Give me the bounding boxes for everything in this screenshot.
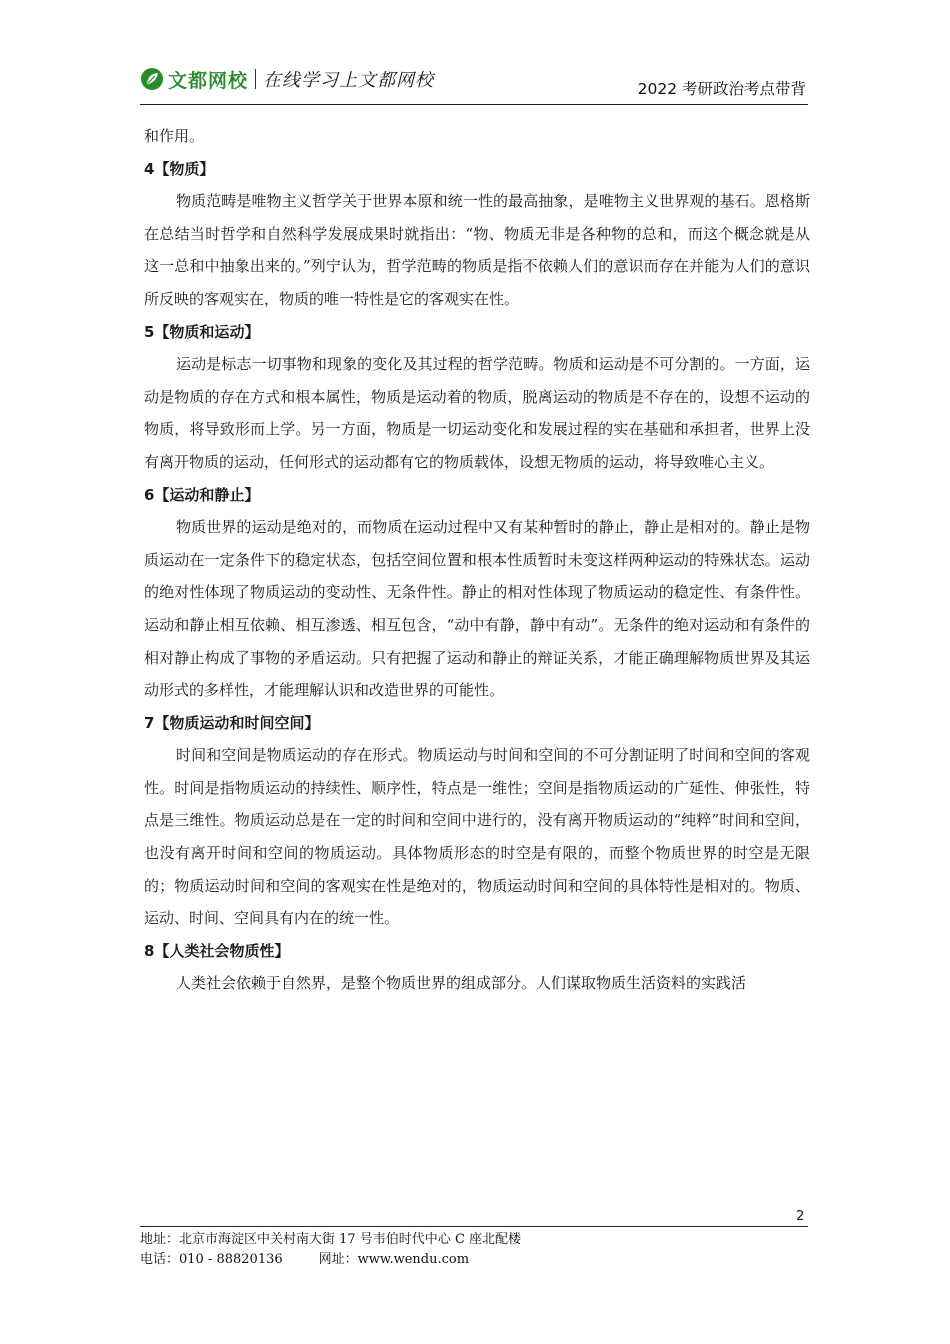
footer-contact [140,1250,808,1270]
brand-logo [140,62,434,96]
paragraph: 和作用。 [144,127,205,145]
logo-slogan: 在线学习上文都网校 [263,70,435,91]
document-body [144,120,810,1000]
section-heading: 5【物质和运动】 [144,322,260,341]
paragraph: 物质世界的运动是绝对的，而物质在运动过程中又有某种暂时的静止，静止是相对的。静止是物质运动在一定条件下的稳定状态，包括空间位置和根本性质暂时未变这样两种运动的特殊状态。运动的绝对性体现了物质运动的变动性、无条件性。静止的相对性体现了物质运动的稳定性、有条件性。运动和静止相互依赖、相互渗透、相互包含，“动中有静，静中有动”。无条件的绝对运动和有条件的相对静止构成了事物的矛盾运动。只有把握了运动和静止的辩证关系，才能正确理解物质世界及其运动形式的多样性，才能理解认识和改造世界的可能性。 [144,518,810,700]
footer-phone: 电话：010 - 88820136 [140,1252,283,1267]
section-heading: 6【运动和静止】 [144,485,260,504]
page-header [140,58,808,105]
footer-website: 网址：www.wendu.com [318,1252,470,1267]
paragraph: 时间和空间是物质运动的存在形式。物质运动与时间和空间的不可分割证明了时间和空间的客观性。时间是指物质运动的持续性、顺序性，特点是一维性；空间是指物质运动的广延性、伸张性，特点是三维性。物质运动总是在一定的时间和空间中进行的，没有离开物质运动的“纯粹”时间和空间，也没有离开时间和空间的物质运动。具体物质形态的时空是有限的，而整个物质世界的时空是无限的；物质运动时间和空间的客观实在性是绝对的，物质运动时间和空间的具体特性是相对的。物质、运动、时间、空间具有内在的统一性。 [144,746,810,928]
paragraph: 运动是标志一切事物和现象的变化及其过程的哲学范畴。物质和运动是不可分割的。一方面，运动是物质的存在方式和根本属性，物质是运动着的物质，脱离运动的物质是不存在的，设想不运动的物质，将导致形而上学。另一方面，物质是一切运动变化和发展过程的实在基础和承担者，世界上没有离开物质的运动，任何形式的运动都有它的物质载体，设想无物质的运动，将导致唯心主义。 [144,355,810,471]
section-heading: 8【人类社会物质性】 [144,941,290,960]
logo-name: 文都网校 [168,69,249,92]
paragraph: 物质范畴是唯物主义哲学关于世界本原和统一性的最高抽象，是唯物主义世界观的基石。恩格斯在总结当时哲学和自然科学发展成果时就指出：“物、物质无非是各种物的总和，而这个概念就是从这一总和中抽象出来的。”列宁认为，哲学范畴的物质是指不依赖人们的意识而存在并能为人们的意识所反映的客观实在，物质的唯一特性是它的客观实在性。 [144,192,810,308]
leaf-logo-icon [140,67,164,91]
section-heading: 7【物质运动和时间空间】 [144,713,320,732]
page-number: 2 [796,1209,805,1224]
paragraph: 人类社会依赖于自然界，是整个物质世界的组成部分。人们谋取物质生活资料的实践活 [176,974,747,993]
section-heading: 4【物质】 [144,159,215,178]
logo-divider [255,69,256,89]
document-title: 2022 考研政治考点带背 [637,80,806,98]
footer-address: 地址：北京市海淀区中关村南大街 17 号韦伯时代中心 C 座北配楼 [140,1232,522,1247]
page-footer [140,1226,808,1270]
